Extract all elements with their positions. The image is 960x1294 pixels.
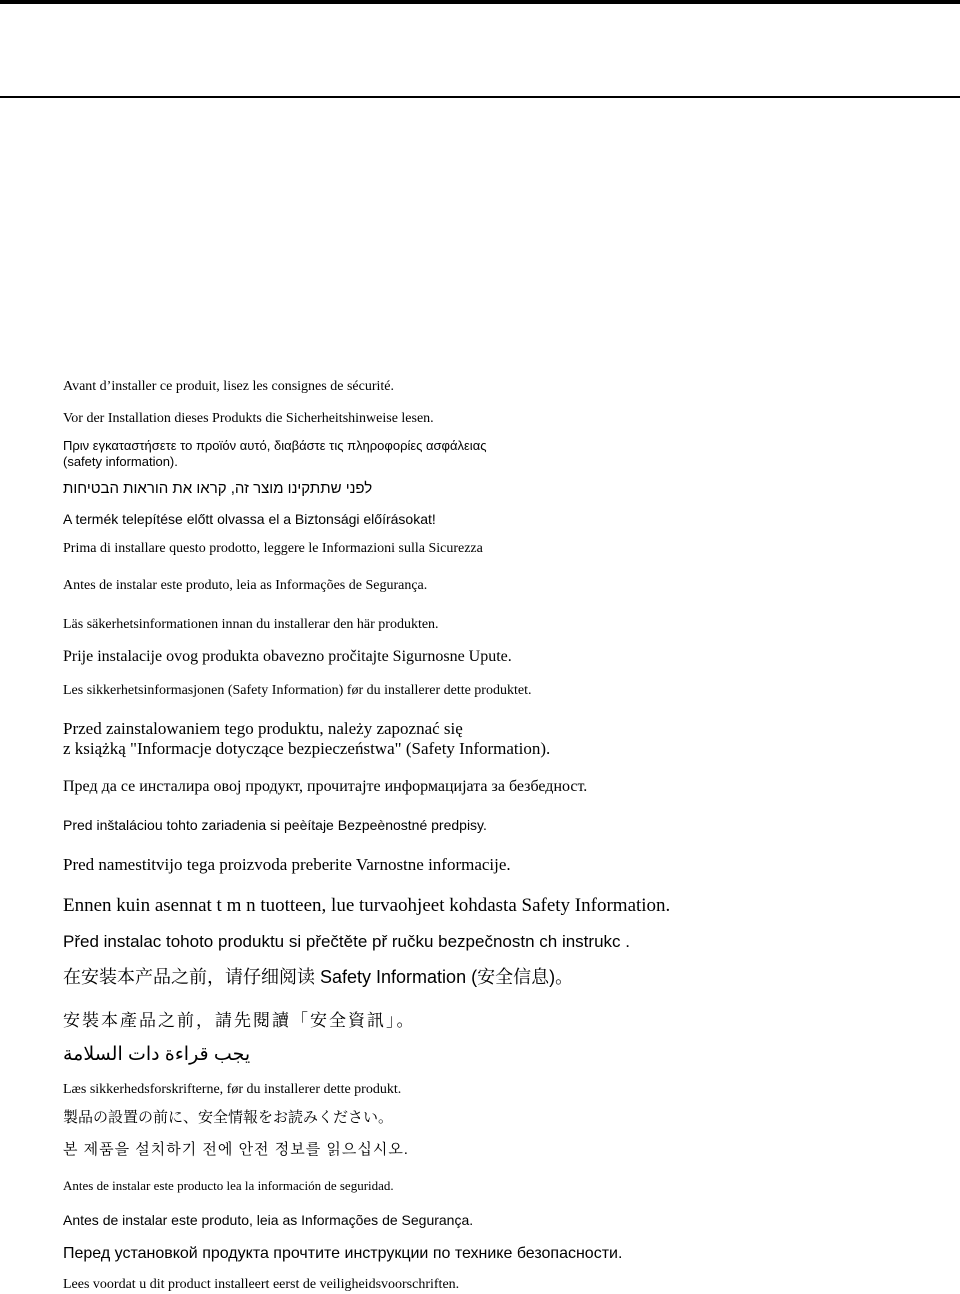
safety-notice-swedish: Läs säkerhetsinformationen innan du installerar den här produkten. [63, 617, 439, 632]
safety-notice-italian: Prima di installare questo prodotto, leggere le Informazioni sulla Sicurezza [63, 541, 483, 556]
safety-notice-hungarian: A termék telepítése előtt olvassa el a Biztonsági előírásokat! [63, 511, 436, 527]
safety-notice-dutch: Lees voordat u dit product installeert eerst de veiligheidsvoorschriften. [63, 1277, 460, 1292]
safety-notice-german: Vor der Installation dieses Produkts die Sicherheitshinweise lesen. [63, 411, 434, 426]
safety-notice-portuguese: Antes de instalar este produto, leia as Informações de Segurança. [63, 578, 428, 593]
safety-notice-croatian: Prije instalacije ovog produkta obavezno pročitajte Sigurnosne Upute. [63, 648, 512, 665]
header-rule [0, 96, 960, 98]
top-rule [0, 0, 960, 4]
safety-notice-slovenian: Pred namestitvijo tega proizvoda preberite Varnostne informacije. [63, 855, 511, 874]
safety-notice-polish-line-2: z książką "Informacje dotyczące bezpieczeństwa" (Safety Information). [63, 739, 551, 758]
safety-notice-macedonian: Пред да се инсталира овој продукт, прочитајте информацијата за безбедност. [63, 778, 588, 795]
safety-notice-portuguese-brazil: Antes de instalar este produto, leia as Informações de Segurança. [63, 1212, 474, 1228]
safety-notice-japanese: 製品の設置の前に、安全情報をお読みください。 [63, 1109, 394, 1126]
safety-notice-polish: Przed zainstalowaniem tego produktu, należy zapoznać się [63, 719, 463, 738]
safety-notice-spanish: Antes de instalar este producto lea la información de seguridad. [63, 1178, 394, 1193]
safety-notice-korean: 본 제품을 설치하기 전에 안전 정보를 읽으십시오. [63, 1141, 409, 1158]
safety-notice-hebrew: לפני שתתקינו מוצר זה, קראו את הוראות הבטיחות [63, 480, 373, 497]
safety-notice-slovak: Pred inštaláciou tohto zariadenia si peèítaje Bezpeènostné predpisy. [63, 817, 487, 833]
safety-notice-greek: Πριν εγκαταστήσετε το προϊόν αυτό, διαβάστε τις πληροφορίες ασφάλειας [63, 438, 487, 453]
safety-notice-russian: Перед установкой продукта прочтите инструкции по технике безопасности. [63, 1245, 623, 1262]
safety-notice-arabic: يجب قراءة دات السلامة [63, 1044, 251, 1065]
safety-notice-greek-line-2: (safety information). [63, 454, 178, 469]
safety-notice-norwegian: Les sikkerhetsinformasjonen (Safety Information) før du installerer dette produktet. [63, 683, 532, 698]
safety-notice-danish: Læs sikkerhedsforskrifterne, før du installerer dette produkt. [63, 1082, 402, 1097]
safety-notice-czech: Před instalac tohoto produktu si přečtěte př ručku bezpečnostn ch instrukc . [63, 932, 630, 951]
safety-notice-french: Avant d’installer ce produit, lisez les consignes de sécurité. [63, 379, 394, 394]
safety-notice-finnish: Ennen kuin asennat t m n tuotteen, lue turvaohjeet kohdasta Safety Information. [63, 895, 671, 916]
safety-notice-chinese-simplified: 在安装本产品之前，请仔细阅读 Safety Information (安全信息)。 [63, 967, 574, 987]
safety-notice-chinese-traditional: 安裝本產品之前，請先閱讀「安全資訊」。 [63, 1011, 416, 1030]
